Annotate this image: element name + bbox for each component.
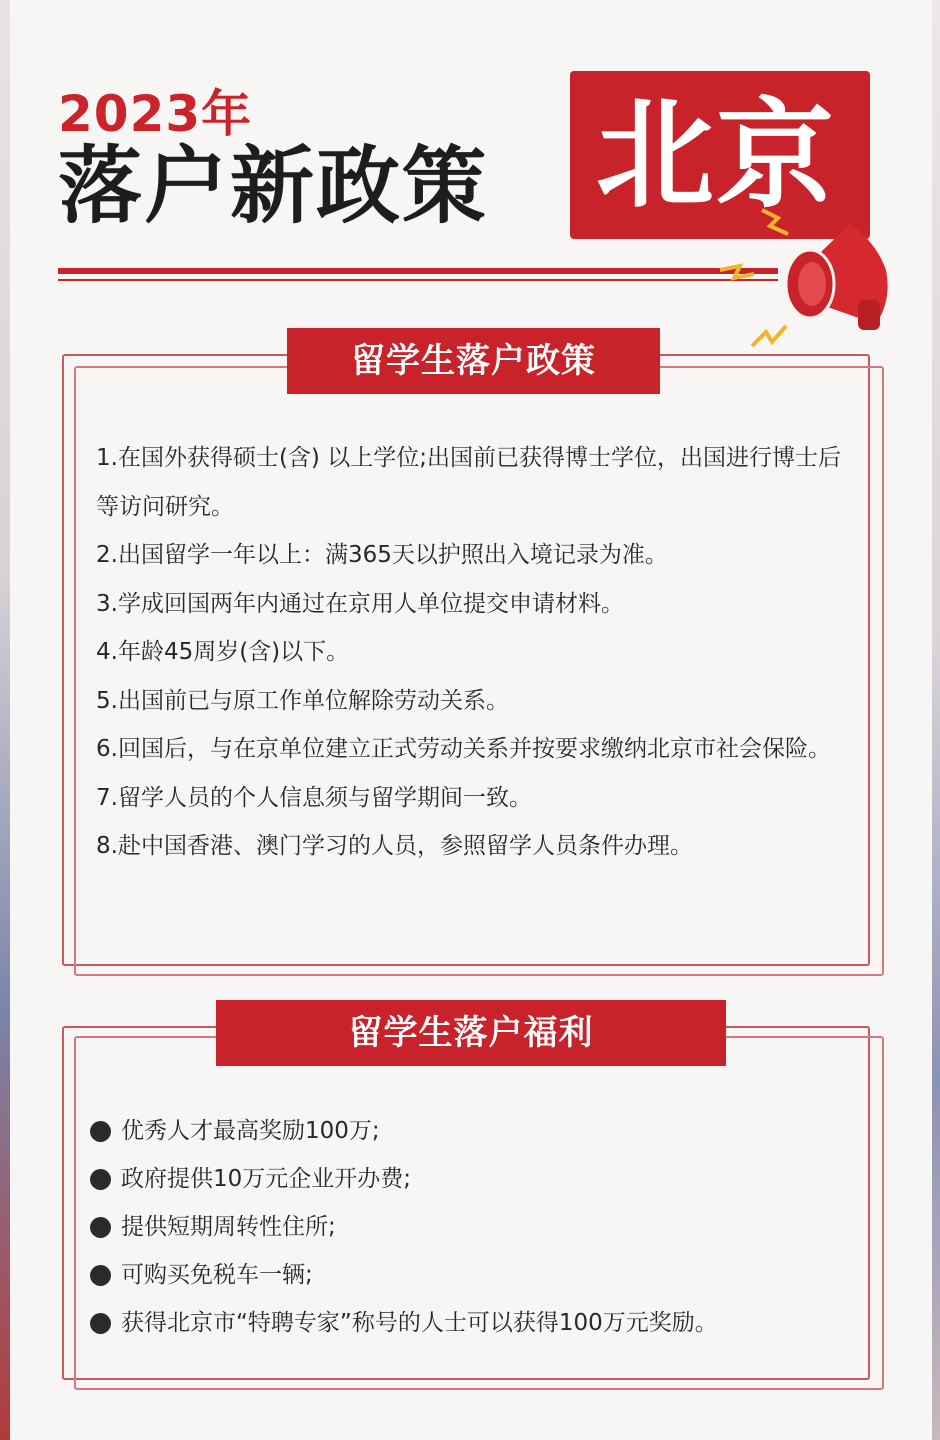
policy-item: 2.出国留学一年以上：满365天以护照出入境记录为准。 — [96, 542, 668, 568]
policy-item: 5.出国前已与原工作单位解除劳动关系。 — [96, 687, 509, 714]
city-label: 北京 — [595, 86, 836, 224]
policy-item: 3.学成回国两年内通过在京用人单位提交申请材料。 — [96, 590, 624, 617]
benefit-text: 优秀人才最高奖励100万; — [121, 1118, 380, 1144]
benefit-item — [90, 1299, 850, 1347]
policy-item: 6.回国后，与在京单位建立正式劳动关系并按要求缴纳北京市社会保险。 — [96, 736, 831, 762]
header-divider-thin — [58, 279, 778, 281]
benefits-list — [90, 1107, 850, 1347]
policy-item: 1.在国外获得硕士(含) 以上学位;出国前已获得博士学位，出国进行博士后等访问研究。 — [96, 445, 841, 520]
benefit-text: 获得北京市“特聘专家”称号的人士可以获得100万元奖励。 — [121, 1310, 718, 1336]
benefit-item — [90, 1107, 850, 1155]
benefit-text: 可购买免税车一辆; — [121, 1262, 313, 1288]
right-edge-decoration — [932, 0, 940, 1440]
bullet-dot-icon — [90, 1169, 111, 1190]
policy-item: 4.年龄45周岁(含)以下。 — [96, 639, 350, 665]
benefit-text: 政府提供10万元企业开办费; — [121, 1166, 412, 1192]
left-edge-decoration — [0, 0, 10, 1440]
policy-section-title: 留学生落户政策 — [287, 328, 660, 394]
policy-item: 8.赴中国香港、澳门学习的人员，参照留学人员条件办理。 — [96, 833, 693, 859]
policy-item: 7.留学人员的个人信息须与留学期间一致。 — [96, 784, 532, 811]
bullet-dot-icon — [90, 1265, 111, 1286]
benefit-item — [90, 1155, 850, 1203]
header-divider — [58, 268, 778, 274]
year-label: 2023年 — [58, 85, 253, 143]
bullet-dot-icon — [90, 1121, 111, 1142]
bullet-dot-icon — [90, 1217, 111, 1238]
megaphone-icon — [700, 196, 920, 356]
benefit-text: 提供短期周转性住所; — [121, 1214, 336, 1240]
bullet-dot-icon — [90, 1313, 111, 1334]
benefits-section-title: 留学生落户福利 — [216, 1000, 726, 1066]
page-title: 落户新政策 — [58, 137, 489, 235]
policy-list — [96, 434, 852, 871]
benefit-item — [90, 1251, 850, 1299]
benefit-item — [90, 1203, 850, 1251]
